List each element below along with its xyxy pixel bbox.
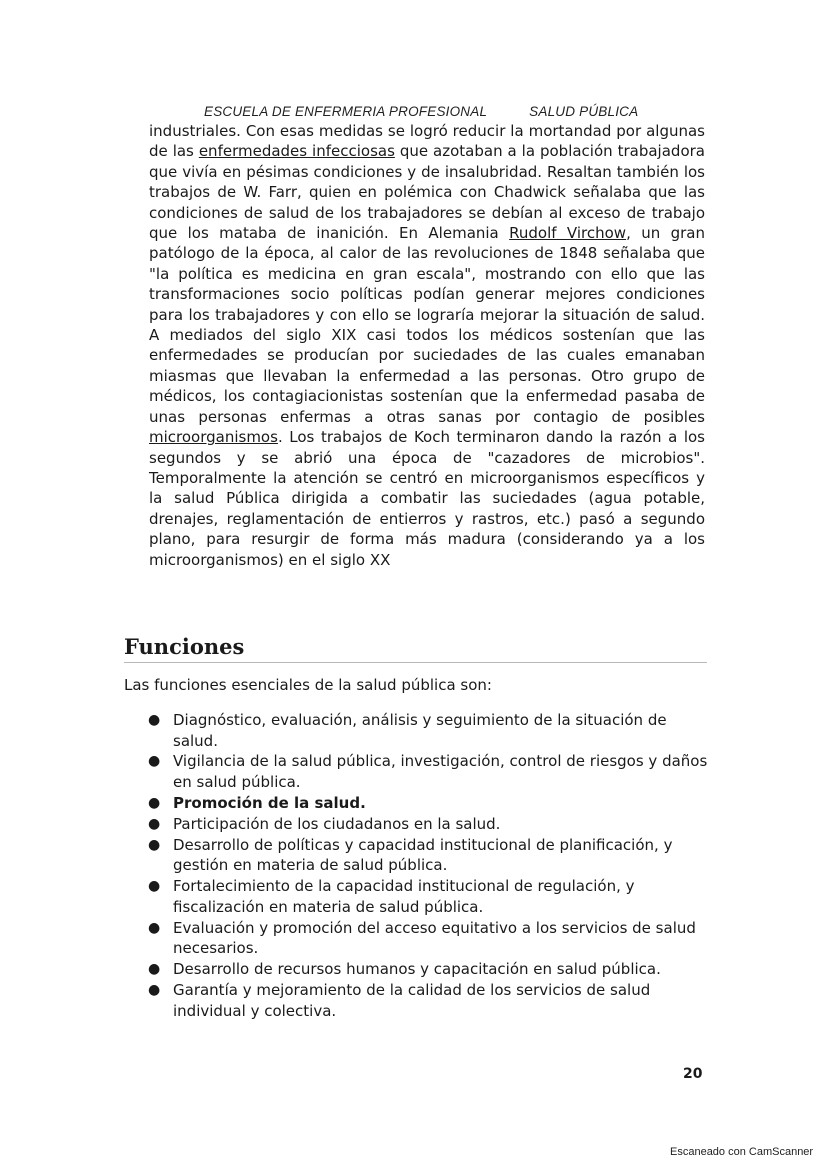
list-item-text: Evaluación y promoción del acceso equitativo a los servicios de salud necesarios. <box>173 918 696 958</box>
list-item <box>148 793 708 814</box>
bullet-icon: ● <box>148 836 161 853</box>
bullet-icon: ● <box>148 815 161 832</box>
list-item-text: Promoción de la salud. <box>173 793 366 812</box>
history-paragraph <box>149 121 705 570</box>
list-item <box>148 814 708 835</box>
functions-list <box>148 710 708 1022</box>
paragraph-text-4: . Los trabajos de Koch terminaron dando la razón a los segundos y se abrió una época de "cazadores de microbios". Temporalmente la atención se centró en microorganismos específicos y la salud Pública dirigida a combatir las suciedades (agua potable, drenajes, reglamentación de entierros y rastros, etc.) pasó a segundo plano, para resurgir de forma más madura (considerando ya a los microorganismos) en el siglo XX <box>149 428 705 569</box>
list-item <box>148 980 708 1021</box>
link-microorganismos[interactable]: microorganismos <box>149 428 278 447</box>
list-item-text: Desarrollo de recursos humanos y capacitación en salud pública. <box>173 960 661 979</box>
bullet-icon: ● <box>148 753 161 770</box>
list-item <box>148 751 708 792</box>
list-item-text: Fortalecimiento de la capacidad institucional de regulación, y fiscalización en materia de salud pública. <box>173 877 635 916</box>
paragraph-text-2: que azotaban a la población trabajadora que vivía en pésimas condiciones y de insalubridad. Resaltan también los trabajos de W. Farr, quien en polémica con Chadwick señalaba que las condiciones de salud de los trabajadores se debían al exceso de trabajo que los mataba de inanición. En Alemania <box>149 142 705 243</box>
scanner-watermark: Escaneado con CamScanner <box>670 1146 814 1158</box>
bullet-icon: ● <box>148 712 161 728</box>
paragraph-text-3: , un gran patólogo de la época, al calor de las revoluciones de 1848 señalaba que "la política es medicina en gran escala", mostrando con ello que las transformaciones socio políticas podían generar mejores condiciones para los trabajadores y con ello se lograría mejorar la situación de salud. A mediados del siglo XIX casi todos los médicos sostenían que las enfermedades se producían por suciedades de las cuales emanaban miasmas que llevaban la enfermedad a las personas. Otro grupo de médicos, los contagiacionistas sostenían que la enfermedad pasaba de unas personas enfermas a otras sanas por contagio de posibles <box>149 224 705 426</box>
section-title-funciones: Funciones <box>124 634 707 663</box>
list-item <box>148 710 708 751</box>
bullet-icon: ● <box>148 878 161 895</box>
header-school: ESCUELA DE ENFERMERIA PROFESIONAL <box>204 104 488 119</box>
list-item <box>148 959 708 980</box>
bullet-icon: ● <box>148 961 161 978</box>
list-item <box>148 918 708 959</box>
list-item-text: Vigilancia de la salud pública, investigación, control de riesgos y daños en salud pública. <box>173 752 708 792</box>
page-header <box>204 104 644 119</box>
bullet-icon: ● <box>148 919 161 936</box>
list-item-text: Participación de los ciudadanos en la salud. <box>173 814 501 833</box>
header-subject: SALUD PÚBLICA <box>529 104 639 119</box>
list-item-text: Garantía y mejoramiento de la calidad de los servicios de salud individual y colectiva. <box>173 981 651 1020</box>
list-item <box>148 876 708 917</box>
list-item <box>148 835 708 876</box>
section-intro: Las funciones esenciales de la salud pública son: <box>124 676 492 694</box>
bullet-icon: ● <box>148 982 161 999</box>
link-enfermedades-infecciosas[interactable]: enfermedades infecciosas <box>198 142 395 161</box>
paragraph-text-1: industriales. Con esas medidas se logró reducir la mortandad por algunas de las <box>149 122 705 161</box>
list-item-text: Desarrollo de políticas y capacidad institucional de planificación, y gestión en materia de salud pública. <box>173 835 673 875</box>
link-rudolf-virchow[interactable]: Rudolf Virchow <box>509 224 627 243</box>
page-number: 20 <box>683 1066 703 1082</box>
bullet-icon: ● <box>148 794 161 811</box>
list-item-text: Diagnóstico, evaluación, análisis y seguimiento de la situación de salud. <box>173 711 667 750</box>
